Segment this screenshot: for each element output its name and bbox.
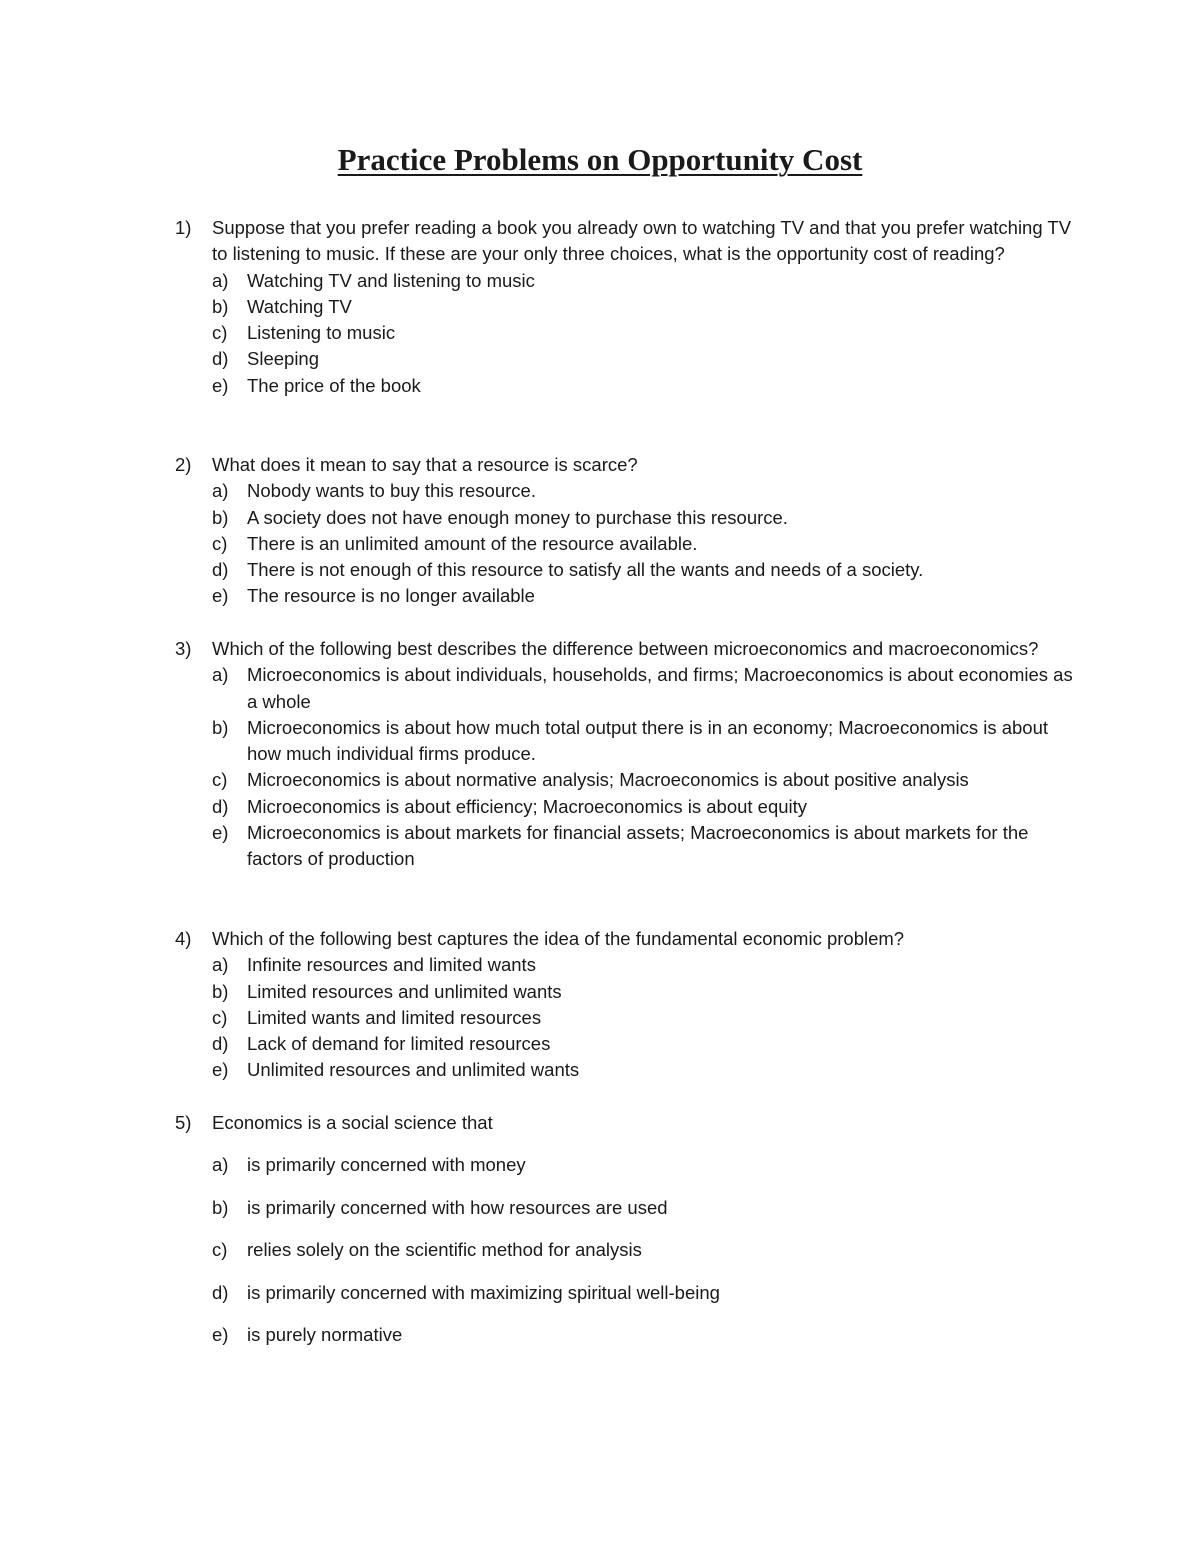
option-text: Microeconomics is about normative analysis; Macroeconomics is about positive analysis (247, 769, 969, 791)
answer-option (212, 1322, 1075, 1348)
option-text: is primarily concerned with money (247, 1154, 526, 1176)
option-text: A society does not have enough money to purchase this resource. (247, 506, 788, 528)
option-text: relies solely on the scientific method for analysis (247, 1239, 642, 1261)
option-text: Infinite resources and limited wants (247, 954, 536, 976)
option-letter: a) (212, 954, 229, 976)
option-list (175, 478, 1075, 609)
option-letter: e) (212, 1059, 229, 1081)
answer-option (212, 794, 1075, 820)
answer-option (212, 268, 1075, 294)
option-text: Lack of demand for limited resources (247, 1033, 551, 1055)
answer-option (212, 1057, 1075, 1083)
option-letter: d) (212, 348, 229, 370)
option-letter: e) (212, 1324, 229, 1346)
option-letter: c) (212, 769, 228, 791)
answer-option (212, 1152, 1075, 1178)
question-4 (175, 926, 1075, 1084)
option-letter: c) (212, 532, 228, 554)
question-text: Suppose that you prefer reading a book you already own to watching TV and that you prefer watching TV to listening to music. If these are your only three choices, what is the opportunity cost of reading? (212, 217, 1072, 265)
question-number: 4) (175, 928, 192, 949)
page-title: Practice Problems on Opportunity Cost (337, 142, 863, 177)
question-stem (175, 926, 1075, 952)
question-number: 2) (175, 454, 192, 475)
question-text: What does it mean to say that a resource is scarce? (212, 454, 638, 475)
option-text: There is an unlimited amount of the resource available. (247, 532, 698, 554)
answer-option (212, 1195, 1075, 1221)
answer-option (212, 1237, 1075, 1263)
option-letter: d) (212, 1033, 229, 1055)
option-list (175, 268, 1075, 399)
question-1 (175, 215, 1075, 399)
question-stem (175, 452, 1075, 478)
option-text: Watching TV and listening to music (247, 269, 535, 291)
option-letter: a) (212, 480, 229, 502)
question-stem (175, 636, 1075, 662)
option-letter: d) (212, 559, 229, 581)
answer-option (212, 583, 1075, 609)
answer-option (212, 820, 1075, 873)
answer-option (212, 979, 1075, 1005)
answer-option (212, 952, 1075, 978)
option-letter: b) (212, 506, 229, 528)
option-text: The price of the book (247, 374, 421, 396)
answer-option (212, 294, 1075, 320)
question-3 (175, 636, 1075, 873)
option-letter: c) (212, 1006, 228, 1028)
option-text: is primarily concerned with how resources are used (247, 1196, 668, 1218)
question-text: Which of the following best describes the difference between microeconomics and macroeconomics? (212, 638, 1039, 659)
question-2 (175, 452, 1075, 610)
question-stem (175, 1110, 1075, 1136)
answer-option (212, 767, 1075, 793)
answer-option (212, 373, 1075, 399)
option-text: Watching TV (247, 295, 352, 317)
option-text: The resource is no longer available (247, 585, 535, 607)
answer-option (212, 531, 1075, 557)
option-text: Microeconomics is about efficiency; Macroeconomics is about equity (247, 795, 808, 817)
option-list (175, 952, 1075, 1083)
option-letter: b) (212, 1196, 229, 1218)
option-letter: d) (212, 1281, 229, 1303)
answer-option (212, 1280, 1075, 1306)
option-letter: a) (212, 1154, 229, 1176)
option-text: Limited resources and unlimited wants (247, 980, 562, 1002)
option-text: Nobody wants to buy this resource. (247, 480, 536, 502)
question-text: Economics is a social science that (212, 1112, 493, 1133)
option-letter: e) (212, 374, 229, 396)
option-text: Microeconomics is about how much total output there is in an economy; Macroeconomics is about how much individual firms produce. (247, 716, 1049, 765)
answer-option (212, 320, 1075, 346)
answer-option (212, 1005, 1075, 1031)
option-text: Sleeping (247, 348, 320, 370)
option-letter: e) (212, 585, 229, 607)
answer-option (212, 557, 1075, 583)
answer-option (212, 715, 1075, 768)
answer-option (212, 1031, 1075, 1057)
answer-option (212, 346, 1075, 372)
option-text: is primarily concerned with maximizing spiritual well-being (247, 1281, 720, 1303)
option-text: Unlimited resources and unlimited wants (247, 1059, 580, 1081)
option-text: There is not enough of this resource to satisfy all the wants and needs of a society. (247, 559, 924, 581)
option-letter: b) (212, 295, 229, 317)
option-text: is purely normative (247, 1324, 403, 1346)
option-list (175, 662, 1075, 872)
question-number: 5) (175, 1112, 192, 1133)
option-letter: a) (212, 269, 229, 291)
option-text: Listening to music (247, 322, 396, 344)
option-letter: e) (212, 822, 229, 844)
option-letter: d) (212, 795, 229, 817)
answer-option (212, 505, 1075, 531)
question-5 (175, 1110, 1075, 1365)
question-stem (175, 215, 1075, 268)
option-text: Limited wants and limited resources (247, 1006, 542, 1028)
option-letter: c) (212, 1239, 228, 1261)
answer-option (212, 478, 1075, 504)
question-text: Which of the following best captures the idea of the fundamental economic problem? (212, 928, 905, 949)
option-letter: c) (212, 322, 228, 344)
answer-option (212, 662, 1075, 715)
option-letter: b) (212, 980, 229, 1002)
option-letter: b) (212, 716, 229, 738)
option-text: Microeconomics is about individuals, households, and firms; Macroeconomics is about economies as a whole (247, 664, 1073, 712)
question-number: 3) (175, 638, 192, 659)
option-letter: a) (212, 664, 229, 686)
option-list (175, 1152, 1075, 1348)
question-number: 1) (175, 217, 192, 238)
option-text: Microeconomics is about markets for financial assets; Macroeconomics is about markets for the factors of production (247, 822, 1029, 870)
